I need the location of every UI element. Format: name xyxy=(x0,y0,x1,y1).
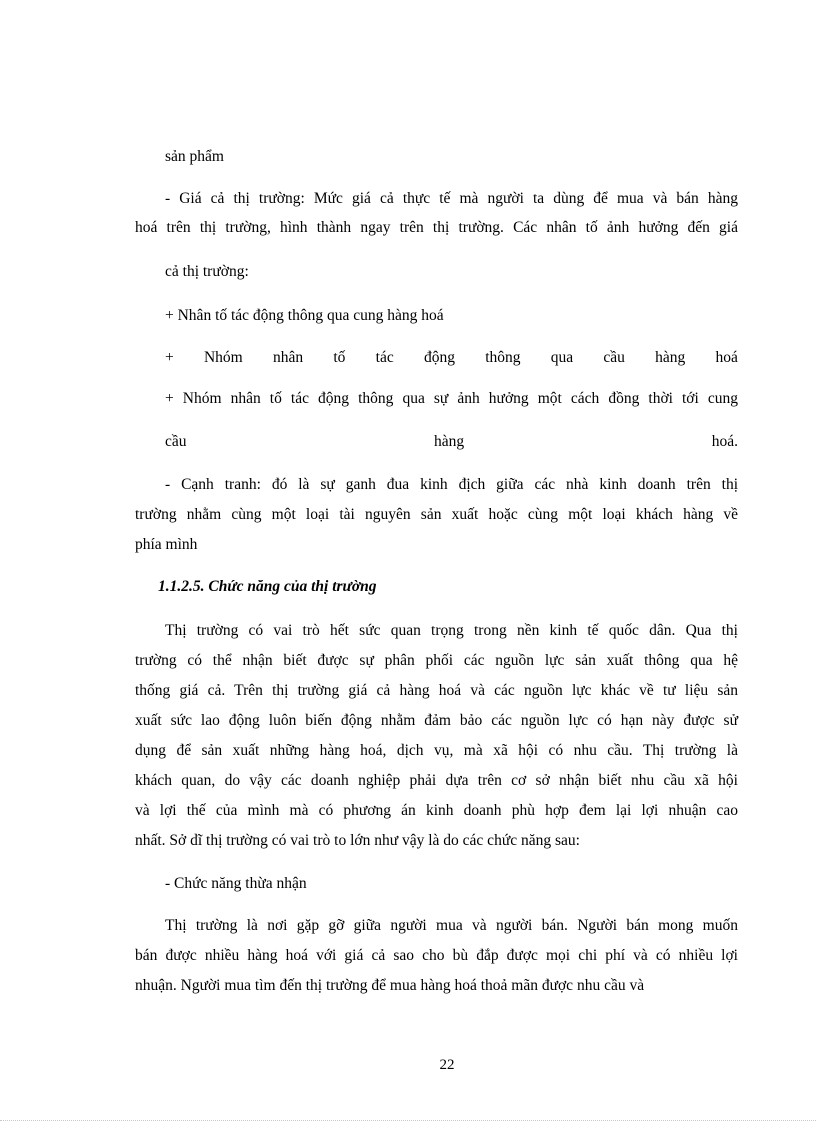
text-line: Thị trường là nơi gặp gỡ giữa người mua và người bán. Người bán mong muốn xyxy=(165,917,738,934)
text-line-spread xyxy=(165,348,738,368)
word: hoá. xyxy=(711,433,738,450)
text-line: phía mình xyxy=(135,536,198,553)
word: thông xyxy=(485,349,521,366)
word: hàng xyxy=(434,433,465,450)
word: tác xyxy=(375,349,394,366)
word: nhân xyxy=(272,349,304,366)
word: Nhóm xyxy=(203,349,243,366)
text-line: - Giá cả thị trường: Mức giá cả thực tế mà người ta dùng để mua và bán hàng xyxy=(165,190,738,207)
section-heading: 1.1.2.5. Chức năng của thị trường xyxy=(158,578,377,595)
text-line: và lợi thế của mình mà có phương án kinh doanh phù hợp đem lại lợi nhuận cao xyxy=(135,802,738,819)
page-number: 22 xyxy=(439,1057,455,1073)
text-line: nhuận. Người mua tìm đến thị trường để mua hàng hoá thoả mãn được nhu cầu và xyxy=(135,977,645,994)
word: + xyxy=(165,349,174,366)
text-line: xuất sức lao động luôn biến động nhằm đảm bảo các nguồn lực có hạn này được sử xyxy=(135,712,738,729)
text-line: trường có thể nhận biết được sự phân phối các nguồn lực sản xuất thông qua hệ xyxy=(135,652,738,669)
text-line: - Cạnh tranh: đó là sự ganh đua kinh địch giữa các nhà kinh doanh trên thị xyxy=(165,476,738,493)
text-line: + Nhân tố tác động thông qua cung hàng hoá xyxy=(165,307,444,324)
text-line: Thị trường có vai trò hết sức quan trọng trong nền kinh tế quốc dân. Qua thị xyxy=(165,622,738,639)
text-line: - Chức năng thừa nhận xyxy=(165,875,307,892)
word: hoá xyxy=(715,349,738,366)
text-line: + Nhóm nhân tố tác động thông qua sự ảnh hưởng một cách đồng thời tới cung xyxy=(165,390,738,407)
text-line: khách quan, do vậy các doanh nghiệp phải dựa trên cơ sở nhận biết nhu cầu xã hội xyxy=(135,772,738,789)
text-line: bán được nhiều hàng hoá với giá cả sao cho bù đắp được mọi chi phí và có nhiều lợi xyxy=(135,947,738,964)
word: tố xyxy=(333,349,346,366)
word: hàng xyxy=(655,349,686,366)
text-line: nhất. Sở dĩ thị trường có vai trò to lớn như vậy là do các chức năng sau: xyxy=(135,832,580,849)
text-line: sản phẩm xyxy=(165,148,224,165)
text-line: cả thị trường: xyxy=(165,263,249,280)
footer-divider xyxy=(0,1120,816,1121)
word: cầu xyxy=(165,433,187,450)
text-line-spread xyxy=(165,432,738,452)
word: động xyxy=(423,349,455,366)
word: cầu xyxy=(603,349,625,366)
word: qua xyxy=(550,349,574,366)
text-line: trường nhằm cùng một loại tài nguyên sản xuất hoặc cùng một loại khách hàng về xyxy=(135,506,738,523)
text-line: hoá trên thị trường, hình thành ngay trên thị trường. Các nhân tố ảnh hưởng đến giá xyxy=(135,219,738,236)
text-line: dụng để sản xuất những hàng hoá, dịch vụ, mà xã hội có nhu cầu. Thị trường là xyxy=(135,742,738,759)
text-line: thống giá cả. Trên thị trường giá cả hàng hoá và các nguồn lực khác về tư liệu sản xyxy=(135,682,738,699)
